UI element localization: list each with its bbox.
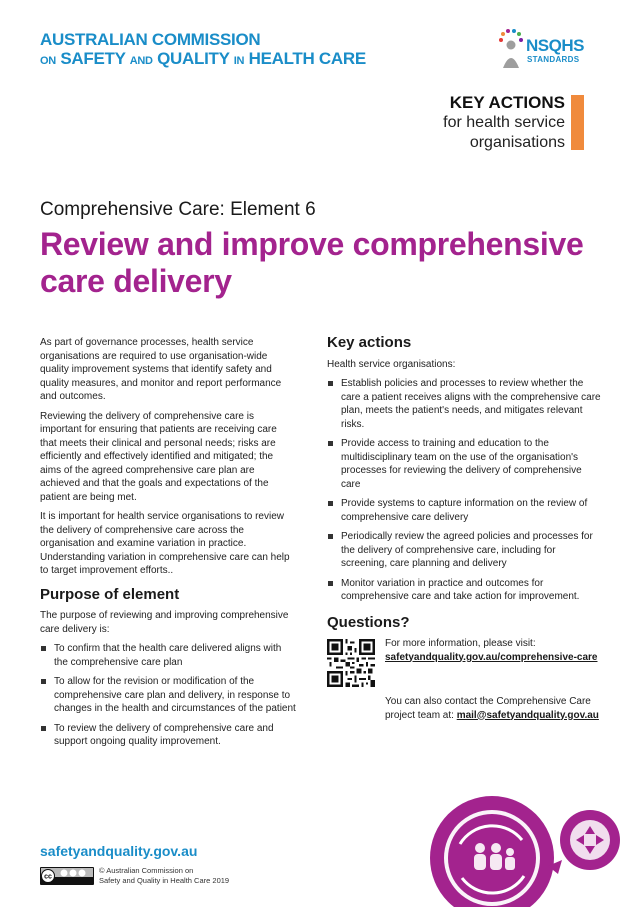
element-title: Review and improve comprehensive care delivery <box>40 226 584 299</box>
list-item: To confirm that the health care delivered aligns with the comprehensive care plan <box>40 642 296 669</box>
questions-block <box>327 637 603 687</box>
key-actions-label: KEY ACTIONS <box>449 93 565 112</box>
contact-text: You can also contact the Comprehensive Care project team at: <box>385 696 591 721</box>
purpose-heading: Purpose of element <box>40 585 180 603</box>
more-info-text: For more information, please visit: <box>385 638 536 649</box>
intro-paragraph-2: Reviewing the delivery of comprehensive care is important for ensuring that patients are receiving care that meets their clinical and personal needs; risks are efficiently and effectively identified and mitigated; the aims of the agreed comprehensive care plan are achieved and that the goals and expectations of the patient are being met. <box>40 410 277 503</box>
key-actions-intro: Health service organisations: <box>327 358 456 370</box>
org-name-line2: ON SAFETY AND QUALITY IN HEALTH CARE <box>40 49 366 68</box>
purpose-list <box>40 642 296 749</box>
contact-line1 <box>327 695 603 722</box>
audience-line2: organisations <box>469 134 565 151</box>
key-actions-heading: Key actions <box>327 334 412 351</box>
copyright-notice: © Australian Commission on Safety and Quality in Health Care 2019 <box>99 866 230 885</box>
standards-text: STANDARDS <box>527 55 580 64</box>
org-name-line1: AUSTRALIAN COMMISSION <box>40 30 261 49</box>
intro-paragraph-3: It is important for health service organisations to review the delivery of comprehensive care across the organisation and examine variation in practice. Understanding variation in comprehensive care can help to target improvement efforts.. <box>40 511 290 576</box>
left-column <box>40 336 296 755</box>
list-item: To allow for the revision or modification of the comprehensive care plan and delivery, in response to changes in the health and circumstances of the patient <box>40 675 296 716</box>
purpose-intro: The purpose of reviewing and improving comprehensive care delivery is: <box>40 610 289 635</box>
footer-url[interactable]: safetyandquality.gov.au <box>40 843 198 859</box>
qr-code-icon[interactable] <box>327 639 375 687</box>
intro-paragraph-1: As part of governance processes, health service organisations are required to use organisation-wide quality improvement systems that identify safety and quality measures, and monitor and report performance and outcomes. <box>40 337 282 402</box>
list-item: Monitor variation in practice and outcomes for comprehensive care and take action for improvement. <box>327 577 603 604</box>
nsqhs-text: NSQHS <box>526 36 584 55</box>
questions-text <box>385 637 597 664</box>
list-item: Periodically review the agreed policies and processes for the delivery of comprehensive care, including for screening, care planning and delivery <box>327 530 603 571</box>
key-actions-badge <box>443 93 565 153</box>
comprehensive-care-link[interactable]: safetyandquality.gov.au/comprehensive-care <box>385 651 598 663</box>
email-link[interactable]: mail@safetyandquality.gov.au <box>456 709 599 721</box>
right-column <box>327 336 603 722</box>
element-subtitle: Comprehensive Care: Element 6 <box>40 199 316 220</box>
nsqhs-logo <box>498 28 598 72</box>
list-item: To review the delivery of comprehensive care and support ongoing quality improvement. <box>40 722 296 749</box>
creative-commons-icon <box>40 867 94 885</box>
svg-text:cc: cc <box>44 873 52 881</box>
list-item: Establish policies and processes to review whether the care a patient receives aligns with the comprehensive care plan, meets the patient's needs, and mitigates relevant risks. <box>327 377 603 431</box>
comprehensive-care-graphic <box>420 796 633 907</box>
list-item: Provide systems to capture information on the review of comprehensive care delivery <box>327 497 603 524</box>
orange-accent-bar <box>571 95 584 150</box>
key-actions-list <box>327 377 603 604</box>
organisation-logo <box>40 30 366 71</box>
questions-heading: Questions? <box>327 613 410 631</box>
nsqhs-figure-icon <box>498 28 526 72</box>
list-item: Provide access to training and education to the multidisciplinary team on the use of the organisation's processes for reviewing the delivery of comprehensive care <box>327 437 603 491</box>
audience-line1: for health service <box>443 114 565 131</box>
